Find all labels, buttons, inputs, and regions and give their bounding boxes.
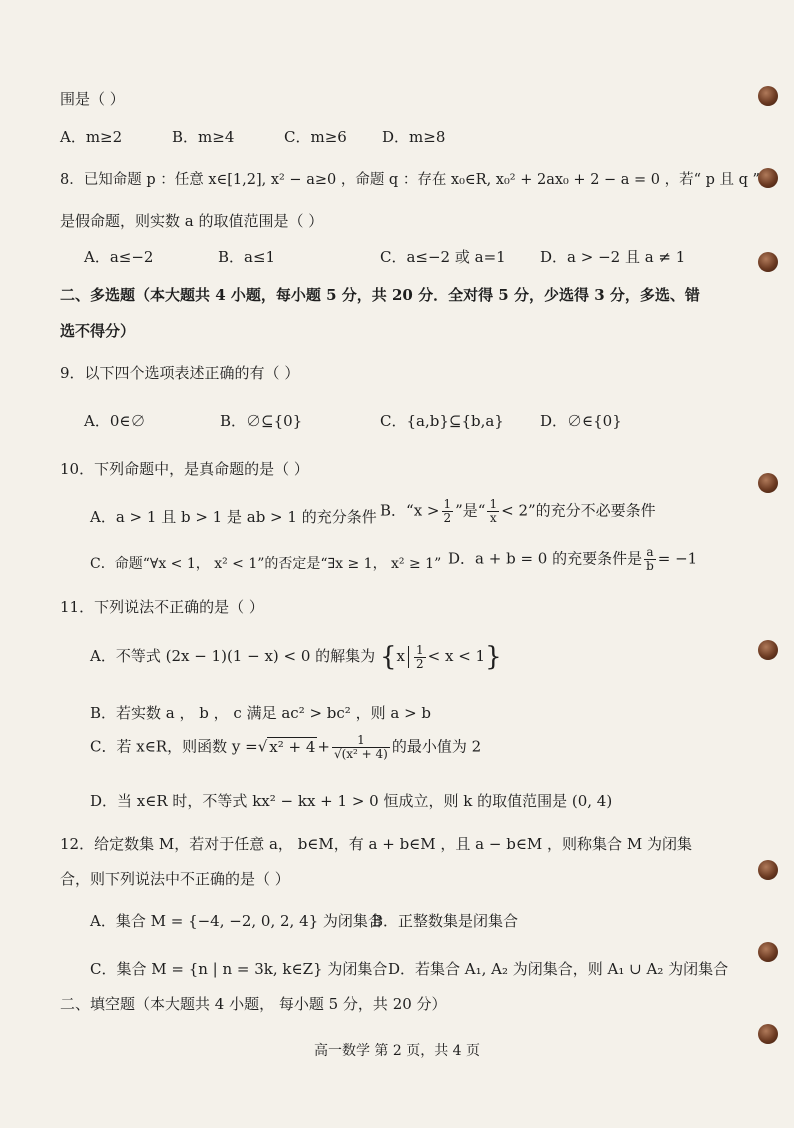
q10-option-d-post: = −1 (657, 549, 698, 568)
binder-hole (758, 473, 778, 493)
binder-hole (758, 252, 778, 272)
q9-option-d: D．∅∈{0} (540, 412, 622, 430)
q10-option-b-pre: B．“x > (380, 501, 440, 520)
binder-hole (758, 640, 778, 660)
q10-stem: 10．下列命题中，是真命题的是（ ） (60, 460, 309, 478)
q12-option-d: D．若集合 A₁, A₂ 为闭集合，则 A₁ ∪ A₂ 为闭集合 (388, 960, 729, 978)
q11-option-a (90, 642, 502, 672)
q11-option-a-set-tail: < x < 1 (427, 647, 486, 665)
q11-option-c-post: 的最小值为 2 (391, 737, 482, 756)
q11-option-a-set-open-brace: { (379, 642, 397, 672)
q10-option-b-post: < 2”的充分不必要条件 (501, 501, 656, 520)
section2-heading-line1: 二、多选题（本大题共 4 小题，每小题 5 分，共 20 分．全对得 5 分，少选得 3 分，多选、错 (60, 286, 700, 304)
q11-option-a-set-bar (408, 646, 409, 668)
q8-stem-line1: 8．已知命题 p ：任意 x∈[1,2], x² − a≥0 ，命题 q ：存在 x₀∈R, x₀² + 2ax₀ + 2 − a = 0 ，若“ p 且 q ” (60, 172, 760, 188)
q10-option-b-fraction-half: $\frac{1}{2}$ (443, 497, 452, 525)
q8-option-a: A．a≤−2 (84, 248, 154, 266)
q8-option-d: D．a > −2 且 a ≠ 1 (540, 248, 686, 266)
section2-heading-line2: 选不得分） (60, 322, 136, 340)
q11-option-c (90, 734, 481, 761)
q12-option-a: A．集合 M = {−4, −2, 0, 2, 4} 为闭集合 (90, 912, 383, 930)
binder-hole (758, 860, 778, 880)
q11-option-a-set-var: x (396, 647, 405, 665)
q10-option-d-fraction: $\frac{a}{b}$ (646, 545, 654, 573)
q10-option-d (448, 546, 697, 573)
q8-option-c: C．a≤−2 或 a=1 (380, 248, 506, 266)
q10-option-b (380, 498, 656, 525)
section3-heading: 二、填空题（本大题共 4 小题， 每小题 5 分，共 20 分） (60, 995, 447, 1013)
q7-option-a: A．m≥2 (60, 128, 123, 146)
q9-option-c: C．{a,b}⊆{b,a} (380, 412, 504, 430)
q11-option-c-pre: C．若 x∈R，则函数 y = (90, 737, 258, 756)
q7-option-b: B．m≥4 (172, 128, 235, 146)
binder-hole (758, 942, 778, 962)
q12-stem-line2: 合，则下列说法中不正确的是（ ） (60, 870, 290, 888)
q7-option-d: D．m≥8 (382, 128, 446, 146)
q8-stem-line2: 是假命题，则实数 a 的取值范围是（ ） (60, 212, 324, 230)
q11-option-d: D．当 x∈R 时，不等式 kx² − kx + 1 > 0 恒成立，则 k 的取值范围是 (0, 4) (90, 792, 613, 810)
q11-option-c-fraction: $\frac{1}{\text{√(x² + 4)}}$ (333, 733, 388, 761)
q11-option-a-set-close-brace: } (485, 642, 502, 672)
q8-option-b: B．a≤1 (218, 248, 276, 266)
q11-option-a-fraction: $\frac{1}{2}$ (415, 642, 424, 671)
q12-stem-line1: 12．给定数集 M，若对于任意 a， b∈M，有 a + b∈M ，且 a − b∈M ，则称集合 M 为闭集 (60, 835, 692, 853)
q11-option-c-plus: + (317, 737, 330, 756)
q9-option-a: A．0∈∅ (84, 412, 146, 430)
q9-option-b: B．∅⊆{0} (220, 412, 303, 430)
q10-option-d-pre: D．a + b = 0 的充要条件是 (448, 549, 643, 568)
binder-hole (758, 168, 778, 188)
q11-option-a-pre: A．不等式 (2x − 1)(1 − x) < 0 的解集为 (90, 647, 376, 665)
page-footer: 高一数学 第 2 页，共 4 页 (313, 1043, 481, 1059)
q10-option-b-mid: ”是“ (455, 501, 486, 520)
q12-option-b: B．正整数集是闭集合 (372, 912, 519, 930)
q11-option-b: B．若实数 a ， b ， c 满足 ac² > bc² ，则 a > b (90, 704, 432, 722)
q10-option-c: C．命题“∀x < 1， x² < 1”的否定是“∃x ≥ 1， x² ≥ 1” (90, 556, 442, 572)
q10-option-a: A．a > 1 且 b > 1 是 ab > 1 的充分条件 (90, 508, 377, 526)
q11-stem: 11．下列说法不正确的是（ ） (60, 598, 264, 616)
q11-option-c-sqrt: x² + 4 (269, 737, 316, 756)
q7-option-c: C．m≥6 (284, 128, 347, 146)
q9-stem: 9．以下四个选项表述正确的有（ ） (60, 364, 300, 382)
q11-option-c-sqrt-sign: √ (257, 737, 268, 756)
q12-option-c: C．集合 M = {n | n = 3k, k∈Z} 为闭集合 (90, 960, 388, 978)
q10-option-b-fraction-inverse-x: $\frac{1}{x}$ (489, 497, 498, 525)
q7-tail: 围是（ ） (60, 90, 125, 108)
binder-hole (758, 86, 778, 106)
